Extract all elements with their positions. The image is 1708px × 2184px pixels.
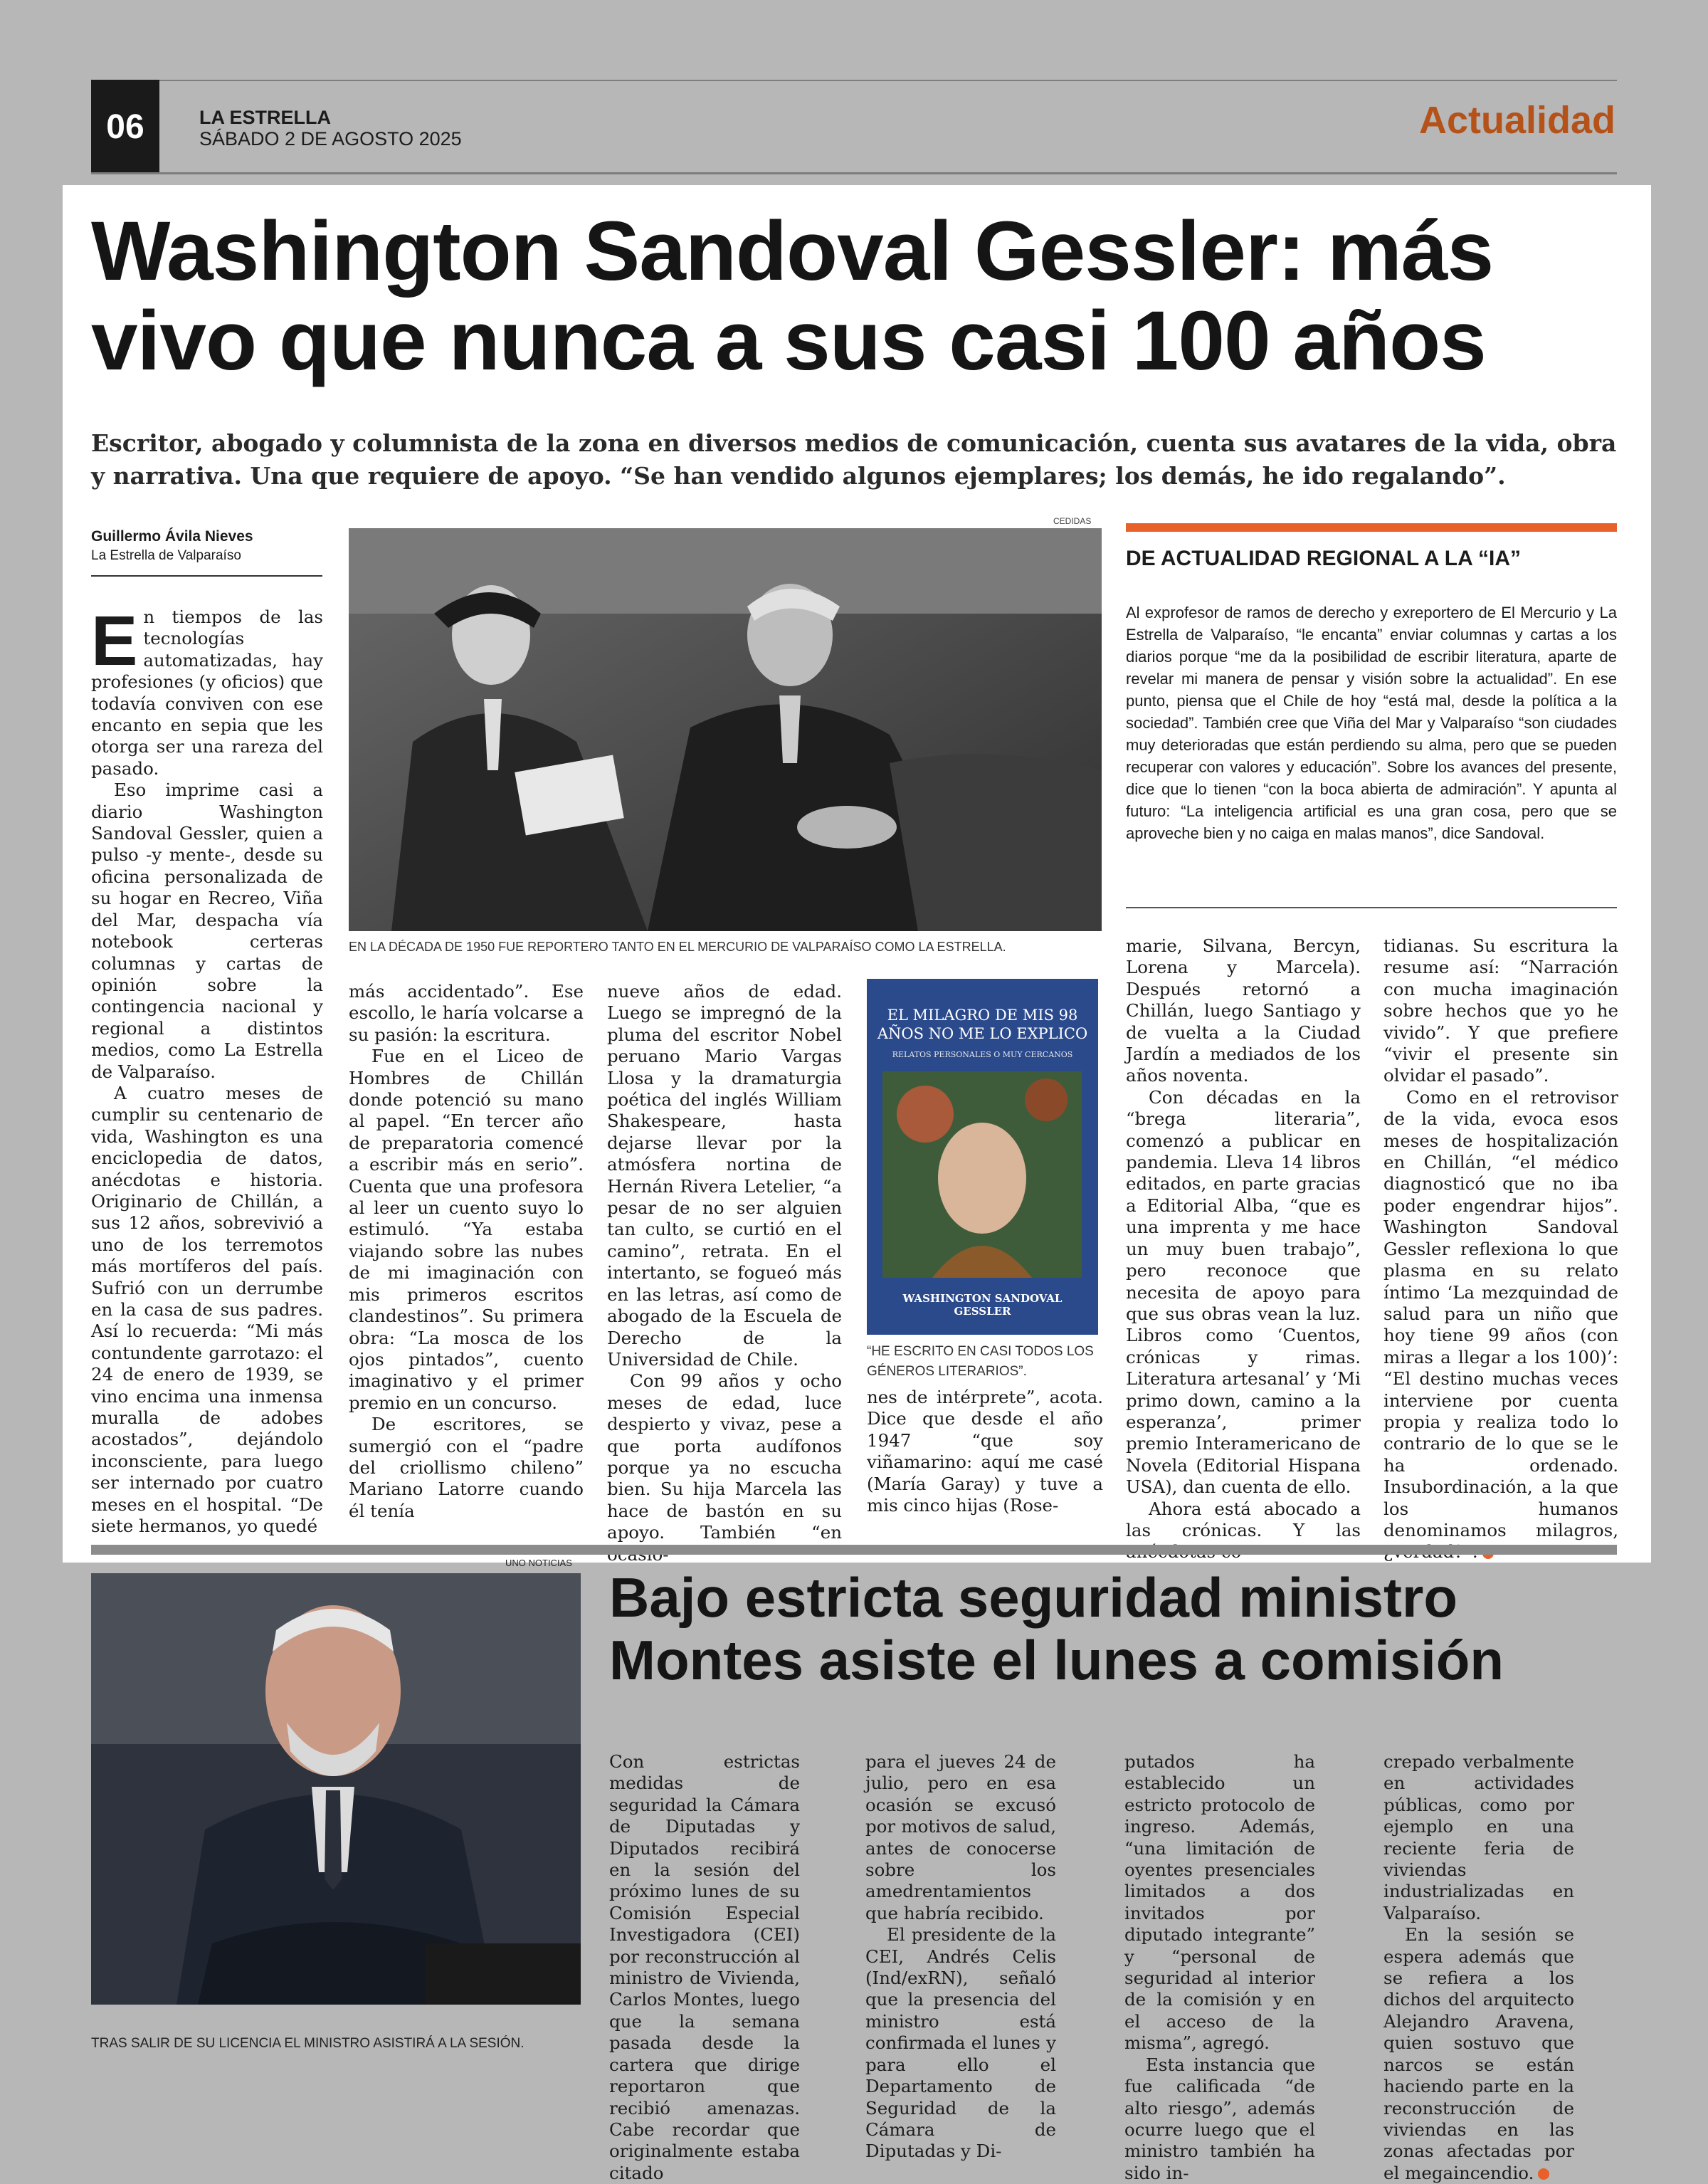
sidebar-accent-rule <box>1126 523 1617 532</box>
drop-cap: E <box>91 602 138 680</box>
book-subtitle: RELATOS PERSONALES O MUY CERCANOS <box>892 1050 1073 1059</box>
paragraph: crepado verbalmente en actividades públicas, como por ejemplo en una reciente feria de viviendas industrializadas en Valparaíso. <box>1383 1751 1574 1923</box>
article-column-1 <box>91 602 323 1537</box>
paragraph: Esta instancia que fue calificada “de alto riesgo”, además ocurre luego que el ministro también ha sido in- <box>1124 2054 1315 2183</box>
paragraph <box>91 602 323 779</box>
article-column-6 <box>1383 935 1618 1563</box>
minister-photo <box>91 1573 581 2005</box>
issue-date: SÁBADO 2 DE AGOSTO 2025 <box>199 128 462 149</box>
historic-photo-image <box>349 528 1102 931</box>
paragraph: marie, Silvana, Bercyn, Lorena y Marcela). Después retornó a Chillán, luego Santiago y de vuelta a la Ciudad Jardín a mediados de los años noventa. <box>1126 935 1361 1086</box>
header-rule <box>91 80 1617 81</box>
sidebar-text: Al exprofesor de ramos de derecho y exreportero de El Mercurio y La Estrella de Valparaíso, “le encanta” enviar columnas y cartas a los diarios porque “me da la posibilidad de escribir literatura, aparte de revelar mi manera de pensar y visión sobre la actualidad”. En ese punto, piensa que el Chile de hoy “está mal, desde la política a la sociedad”. También cree que Viña del Mar y Valparaíso “son ciudades muy deterioradas que están perdiendo su alma, pero que se pueden recuperar con valores y educación”. Sobre los avances del presente, dice que lo tienen “con la boca abierta de admiración”. Y apunta al futuro: “La inteligencia artificial es una gran cosa, pero que se aproveche bien y no caiga en malas manos”, dice Sandoval. <box>1126 604 1617 842</box>
article-column-4 <box>867 1387 1103 1516</box>
book-caption: “HE ESCRITO EN CASI TODOS LOS GÉNEROS LITERARIOS”. <box>867 1344 1094 1379</box>
historic-photo <box>349 528 1102 931</box>
sidebar-rule <box>1126 907 1617 908</box>
end-mark-icon <box>1538 2168 1549 2180</box>
paragraph: Con 99 años y ocho meses de edad, luce despierto y vivaz, pese a que porta audífonos porque ya no escucha bien. Su hija Marcela las hace de bastón en su apoyo. También “en <box>607 1370 842 1543</box>
book-cover <box>867 979 1098 1335</box>
paragraph: Fue en el Liceo de Hombres de Chillán donde potenció su mano al papel. “En tercer año de preparatoria comencé a escribir más en serio”. Cuenta que una profesora al leer un cuento suyo lo estimuló. “Ya estaba viajando sobre las nubes de mi imaginación con mis primeros escritos clandestinos”. Su primera obra: “La mosca de los ojos pintados”, cuento imaginativo y el primer premio en un concurso. <box>349 1046 584 1413</box>
byline-rule <box>91 575 322 577</box>
paragraph: putados ha establecido un estricto protocolo de ingreso. Además, “una limitación de oyentes presenciales limitados a dos invitados por diputado integrante” y “personal de seguridad al interior de la comisión y en el acceso de la misma”, agregó. <box>1124 1751 1315 2054</box>
section-name: Actualidad <box>1418 99 1615 142</box>
photo-credit: CEDIDAS <box>1053 516 1092 526</box>
paper-name: LA ESTRELLA <box>199 107 331 128</box>
paragraph-text: En la sesión se espera además que se refiera a los dichos del arquitecto Alejandro Aravena, quien sostuvo que narcos se están haciendo parte en la reconstrucción de viviendas en las zonas afectadas por el megaincendio. <box>1383 1924 1574 2183</box>
byline-publication: La Estrella de Valparaíso <box>91 548 241 563</box>
paragraph: Eso imprime casi a diario Washington Sandoval Gessler, quien a pulso -y mente-, desde su oficina personalizada de su hogar en Recreo, Viña del Mar, despacha vía notebook certeras columnas y cartas de opinión sobre la contingencia nacional y regional a distintos medios, como La Estrella de Valparaíso. <box>91 779 323 1082</box>
article2-column-4 <box>1383 1751 1574 2184</box>
paragraph-text: Como en el retrovisor de la vida, evoca esos meses de hospitalización en Chillán, “el médico diagnosticó que no iba poder engendrar hijos”. Washington Sandoval Gessler reflexiona lo que plasma en su relato íntimo ‘La mezquindad de salud para un niño que hoy tiene 99 años (con miras a llegar a los 100)’: “El destino muchas veces interviene por cuenta propia y realiza todo lo contrario de lo que se le ha ordenado. Insubordinación, a la que los humanos denominamos milagros, <box>1383 1086 1618 1540</box>
sidebar-title: DE ACTUALIDAD REGIONAL A LA “IA” <box>1126 547 1521 570</box>
article2-column-1 <box>609 1751 800 2184</box>
paragraph: tidianas. Su escritura la resume así: “Narración con mucha imaginación sobre hechos que yo he vivido”. Y que prefiere “vivir el presente sin olvidar el pasado”. <box>1383 935 1618 1086</box>
article-column-2 <box>349 981 584 1522</box>
book-title: EL MILAGRO DE MIS 98 AÑOS NO ME LO EXPLICO <box>877 1007 1088 1042</box>
paragraph: nueve años de edad. Luego se impregnó de la pluma del escritor Nobel peruano Mario Vargas Llosa y la dramaturgia poética del inglés William Shakespeare, hasta dejarse llevar por la atmósfera nortina de Hernán Rivera Letelier, “a pesar de no ser alguien tan culto, se curtió en el camino”, retrata. En el intertanto, se fogueó más en las letras, así como de abogado de la Escuela de Derecho de la Universidad de Chile. <box>607 981 842 1370</box>
article-headline: Bajo estricta seguridad ministro Montes asiste el lunes a comisión <box>609 1566 1504 1691</box>
article2-column-2 <box>865 1751 1056 2163</box>
paragraph: Con décadas en la “brega literaria”, comenzó a publicar en pandemia. Lleva 14 libros editados, en parte gracias a Editorial Alba, “que es una imprenta y me hace un muy buen trabajo”, pero reconoce que necesita de apoyo para que sus obras vean la luz. Libros como ‘Cuentos, crónicas y rimas. Literatura artesanal’ y ‘Mi primo down, camino a la esperanza’, primer premio Interamericano de Novela (Editorial Hispana USA), dan cuenta de ello. <box>1126 1086 1361 1498</box>
photo-caption: EN LA DÉCADA DE 1950 FUE REPORTERO TANTO EN EL MERCURIO DE VALPARAÍSO COMO LA ESTRELLA. <box>349 940 1006 954</box>
paragraph: nes de intérprete”, acota. Dice que desde el año 1947 “que soy viñamarino: aquí me casé (María Garay) y tuve a mis cinco hijas (Rose- <box>867 1387 1103 1516</box>
book-author: WASHINGTON SANDOVAL GESSLER <box>902 1292 1063 1318</box>
article-column-3 <box>607 981 842 1565</box>
paragraph: De escritores, se sumergió con el “padre del criollismo chileno” Mariano Latorre cuando él tenía <box>349 1414 584 1521</box>
paragraph: A cuatro meses de cumplir su centenario de vida, Washington es una enciclopedia de datos, anécdotas e historia. Originario de Chillán, a sus 12 años, sobrevivió a uno de los terremotos más mortíferos del país. Sufrió con un derrumbe en la casa de sus padres. Así lo recuerda: “Mi más contundente garrotazo: el 24 de enero de 1939, se vino encima una inmensa muralla de adobes acostados”, dejándolo inconsciente, para luego ser internado por cuatro meses en el hospital. “De siete hermanos, yo quedé <box>91 1082 323 1537</box>
photo-caption: TRAS SALIR DE SU LICENCIA EL MINISTRO ASISTIRÁ A LA SESIÓN. <box>91 2036 524 2051</box>
article-column-5 <box>1126 935 1361 1563</box>
paragraph <box>1383 1087 1618 1563</box>
paragraph: para el jueves 24 de julio, pero en esa ocasión se excusó por motivos de salud, antes de conocerse sobre los amedrentamientos que habría recibido. <box>865 1751 1056 1923</box>
article2-column-3 <box>1124 1751 1315 2184</box>
minister-photo-image <box>91 1573 581 2005</box>
page-number: 06 <box>91 80 159 174</box>
paragraph: Ahora está abocado a las crónicas. Y las <box>1126 1498 1361 1540</box>
paragraph <box>1383 1924 1574 2184</box>
paragraph: Con estrictas medidas de seguridad la Cámara de Diputadas y Diputados recibirá en la sesión del próximo lunes de su Comisión Especial Investigadora (CEI) por reconstrucción al ministro de Vivienda, Carlos Montes, luego que la semana pasada desde la cartera que dirige reportaron que recibió amenazas. Cabe recordar que originalmente estaba citado <box>609 1751 800 2183</box>
byline-author: Guillermo Ávila Nieves <box>91 528 253 545</box>
article-divider <box>91 1545 1617 1555</box>
paragraph: El presidente de la CEI, Andrés Celis (Ind/exRN), señaló que la presencia del ministro está confirmada el lunes y para ello el Departamento de Seguridad de la Cámara de Diputadas y Di- <box>865 1924 1056 2162</box>
header-rule-bottom <box>91 172 1617 174</box>
paragraph: más accidentado”. Ese escollo, le haría volcarse a su pasión: la escritura. <box>349 981 584 1045</box>
paragraph-text: n tiempos de las tecnologías automatizadas, hay profesiones (y oficios) que todavía conviven con ese encanto en sepia que les otorga ser una rareza del pasado. <box>91 607 323 779</box>
article-headline: Washington Sandoval Gessler: más vivo que nunca a sus casi 100 años <box>91 204 1494 388</box>
photo-credit: UNO NOTICIAS <box>505 1558 572 1568</box>
article-deck: Escritor, abogado y columnista de la zona en diversos medios de comunicación, cuenta sus avatares de la vida, obra y narrativa. Una que requiere de apoyo. “Se han vendido algunos ejemplares; los demás, he ido regalando”. <box>91 429 1617 490</box>
book-portrait-image <box>882 1071 1082 1278</box>
